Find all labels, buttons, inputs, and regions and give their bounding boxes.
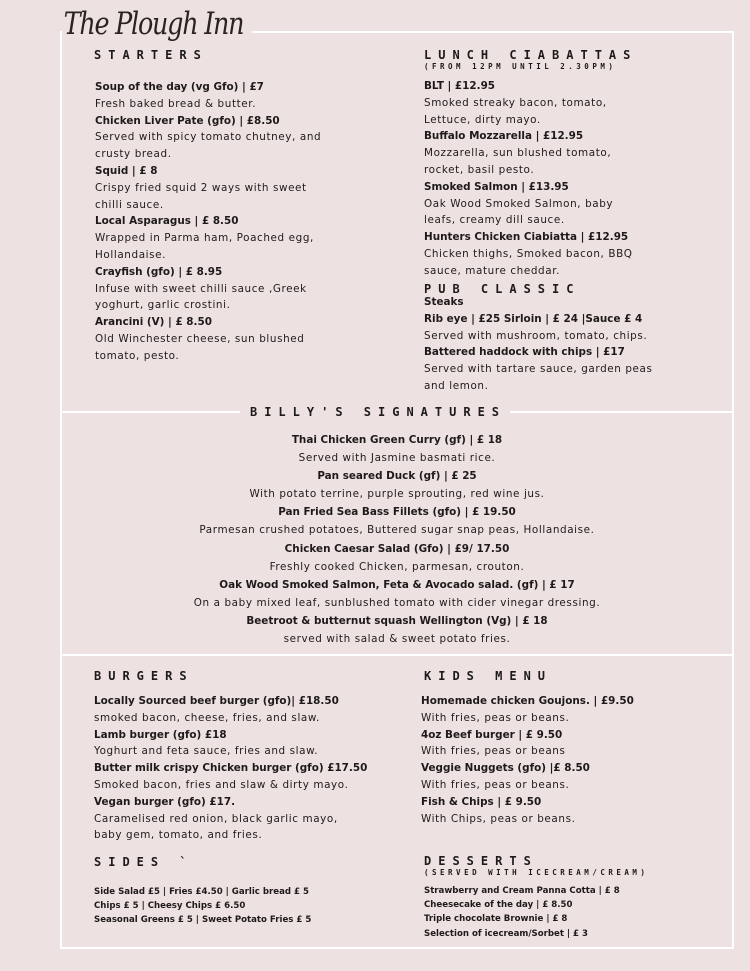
signature-item — [60, 540, 734, 576]
kids-desc: With fries, peas or beans. — [421, 778, 570, 791]
lunch-desc: rocket, basil pesto. — [424, 163, 535, 176]
kids-heading: KIDS MENU — [424, 669, 553, 683]
starter-name: Soup of the day (vg Gfo) | £7 — [95, 81, 264, 93]
starter-name: Squid | £ 8 — [95, 164, 158, 177]
signature-desc: Served with Jasmine basmati rice. — [298, 452, 496, 465]
starter-desc: tomato, pesto. — [95, 349, 180, 362]
burger-name: Vegan burger (gfo) £17. — [94, 795, 236, 808]
signature-item — [60, 612, 734, 648]
starter-name: Arancini (V) | £ 8.50 — [95, 316, 212, 329]
burgers-heading: BURGERS — [94, 669, 194, 683]
desserts-list — [424, 884, 620, 941]
kids-desc: With fries, peas or beans. — [421, 711, 570, 724]
starter-desc: Served with spicy tomato chutney, and — [95, 131, 322, 144]
burger-desc: baby gem, tomato, and fries. — [94, 829, 263, 842]
burger-item — [94, 693, 367, 727]
starter-name: Local Asparagus | £ 8.50 — [95, 215, 239, 228]
starter-item — [95, 314, 321, 364]
signature-item — [60, 431, 734, 467]
lunch-item — [424, 78, 633, 128]
sides-list — [94, 885, 311, 928]
pub-list — [424, 294, 653, 395]
starter-desc: crusty bread. — [95, 148, 172, 161]
burger-item — [94, 760, 367, 794]
signature-desc: Freshly cooked Chicken, parmesan, crouton. — [269, 560, 525, 573]
lunch-desc: Lettuce, dirty mayo. — [424, 113, 541, 126]
starter-desc: Crispy fried squid 2 ways with sweet — [95, 181, 307, 194]
starter-desc: Fresh baked bread & butter. — [95, 97, 257, 110]
desserts-subtitle: (SERVED WITH ICECREAM/CREAM) — [424, 868, 649, 877]
starters-list — [95, 79, 321, 365]
pub-heading: PUB CLASSIC — [424, 282, 581, 296]
pub-name: Rib eye | £25 Sirloin | £ 24 |Sauce £ 4 — [424, 312, 643, 325]
lunch-name: Buffalo Mozzarella | £12.95 — [424, 130, 584, 143]
signature-desc: On a baby mixed leaf, sunblushed tomato with cider vinegar dressing. — [193, 596, 601, 609]
lunch-name: Hunters Chicken Ciabiatta | £12.95 — [424, 231, 629, 244]
steaks-label: Steaks — [424, 296, 464, 308]
kids-desc: With fries, peas or beans — [421, 745, 566, 758]
signature-item — [60, 576, 734, 612]
signature-name: Pan seared Duck (gf) | £ 25 — [317, 470, 477, 483]
pub-item — [424, 311, 653, 345]
starter-desc: Infuse with sweet chilli sauce ,Greek — [95, 282, 307, 295]
burger-name: Butter milk crispy Chicken burger (gfo) £17.50 — [94, 762, 368, 775]
signature-desc: Parmesan crushed potatoes, Buttered sugar snap peas, Hollandaise. — [199, 524, 595, 537]
kids-name: Fish & Chips | £ 9.50 — [421, 795, 542, 808]
burger-desc: smoked bacon, cheese, fries, and slaw. — [94, 711, 320, 724]
lunch-name: BLT | £12.95 — [424, 80, 496, 92]
kids-item — [421, 693, 634, 727]
kids-name: Veggie Nuggets (gfo) |£ 8.50 — [421, 762, 590, 775]
kids-desc: With Chips, peas or beans. — [421, 812, 576, 825]
lunch-name: Smoked Salmon | £13.95 — [424, 180, 569, 193]
starter-desc: yoghurt, garlic crostini. — [95, 299, 231, 312]
starter-desc: Hollandaise. — [95, 248, 167, 261]
lunch-subtitle: (FROM 12PM UNTIL 2.30PM) — [424, 62, 617, 71]
starter-name: Chicken Liver Pate (gfo) | £8.50 — [95, 114, 280, 127]
sides-line: Chips £ 5 | Cheesy Chips £ 6.50 — [94, 901, 246, 912]
pub-desc: Served with tartare sauce, garden peas — [424, 363, 653, 376]
signature-name: Chicken Caesar Salad (Gfo) | £9/ 17.50 — [284, 542, 510, 555]
pub-item — [424, 344, 653, 394]
dessert-line: Selection of icecream/Sorbet | £ 3 — [424, 928, 589, 939]
kids-item — [421, 727, 634, 761]
pub-desc: Served with mushroom, tomato, chips. — [424, 329, 648, 342]
divider-bottom — [60, 654, 734, 656]
signature-name: Beetroot & butternut squash Wellington (Vg) | £ 18 — [246, 614, 548, 627]
starter-item — [95, 264, 321, 314]
starter-item — [95, 213, 321, 263]
burger-desc: Yoghurt and feta sauce, fries and slaw. — [94, 745, 319, 758]
sides-line: Side Salad £5 | Fries £4.50 | Garlic bread £ 5 — [94, 887, 309, 897]
pub-desc: and lemon. — [424, 379, 489, 392]
signature-item — [60, 467, 734, 503]
dessert-line: Triple chocolate Brownie | £ 8 — [424, 914, 568, 925]
dessert-line: Cheesecake of the day | £ 8.50 — [424, 900, 573, 911]
divider-top — [60, 411, 734, 413]
burger-desc: Smoked bacon, fries and slaw & dirty mayo. — [94, 778, 349, 791]
lunch-heading: LUNCH CIABATTAS — [424, 48, 638, 62]
burger-item — [94, 794, 367, 844]
lunch-desc: Oak Wood Smoked Salmon, baby — [424, 197, 614, 210]
sides-heading: SIDES ` — [94, 855, 194, 869]
desserts-heading: DESSERTS — [424, 854, 538, 868]
pub-name: Battered haddock with chips | £17 — [424, 346, 625, 359]
lunch-list — [424, 78, 633, 280]
starter-item — [95, 79, 321, 113]
starter-desc: Wrapped in Parma ham, Poached egg, — [95, 232, 314, 245]
dessert-line: Strawberry and Cream Panna Cotta | £ 8 — [424, 886, 620, 896]
sides-line: Seasonal Greens £ 5 | Sweet Potato Fries £ 5 — [94, 915, 312, 926]
burger-item — [94, 727, 367, 761]
signature-name: Thai Chicken Green Curry (gf) | £ 18 — [291, 434, 503, 446]
lunch-desc: sauce, mature cheddar. — [424, 264, 561, 277]
starter-name: Crayfish (gfo) | £ 8.95 — [95, 265, 223, 278]
signatures-list — [60, 431, 734, 648]
signature-name: Oak Wood Smoked Salmon, Feta & Avocado salad. (gf) | £ 17 — [219, 578, 575, 591]
signature-item — [60, 503, 734, 539]
starter-desc: Old Winchester cheese, sun blushed — [95, 332, 305, 345]
starter-desc: chilli sauce. — [95, 198, 164, 211]
signatures-heading-text: BILLY'S SIGNATURES — [240, 405, 510, 419]
burgers-list — [94, 693, 367, 844]
burger-name: Lamb burger (gfo) £18 — [94, 728, 227, 741]
burger-name: Locally Sourced beef burger (gfo)| £18.50 — [94, 695, 339, 707]
kids-item — [421, 794, 634, 828]
kids-name: 4oz Beef burger | £ 9.50 — [421, 728, 563, 741]
kids-name: Homemade chicken Goujons. | £9.50 — [421, 695, 634, 707]
kids-list — [421, 693, 634, 827]
lunch-desc: Mozzarella, sun blushed tomato, — [424, 147, 612, 160]
lunch-desc: Smoked streaky bacon, tomato, — [424, 96, 607, 109]
lunch-desc: leafs, creamy dill sauce. — [424, 214, 565, 227]
burger-desc: Caramelised red onion, black garlic mayo, — [94, 812, 338, 825]
brand-logo: The Plough Inn — [62, 6, 251, 42]
lunch-item — [424, 128, 633, 178]
lunch-item — [424, 179, 633, 229]
kids-item — [421, 760, 634, 794]
starter-item — [95, 163, 321, 213]
lunch-desc: Chicken thighs, Smoked bacon, BBQ — [424, 247, 633, 260]
starter-item — [95, 113, 321, 163]
starters-heading: STARTERS — [94, 48, 208, 62]
signature-desc: With potato terrine, purple sprouting, red wine jus. — [249, 488, 545, 501]
lunch-item — [424, 229, 633, 279]
signature-name: Pan Fried Sea Bass Fillets (gfo) | £ 19.50 — [278, 506, 516, 519]
signature-desc: served with salad & sweet potato fries. — [283, 633, 511, 646]
